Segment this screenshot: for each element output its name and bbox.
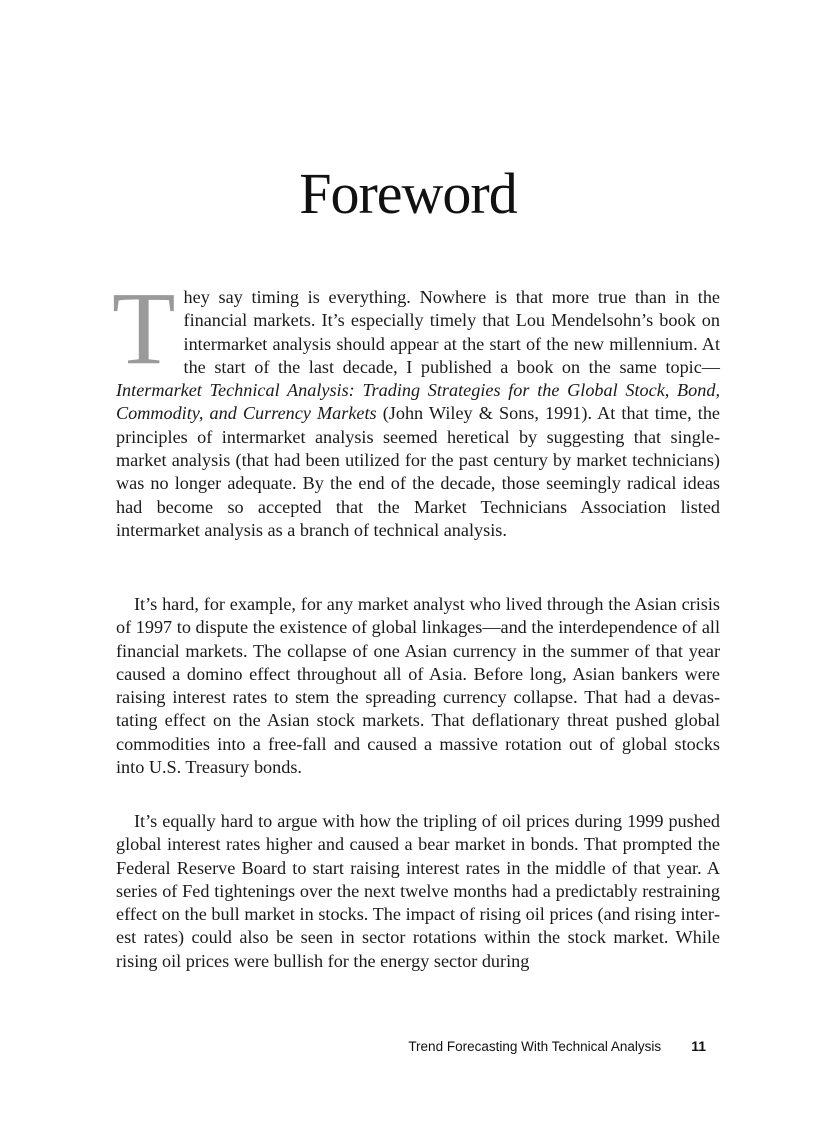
paragraph-1-text-a: hey say timing is everything. Nowhere is that more true than in the financial markets. It’s especially timely that Lou Mendelsohn’s book on intermarket analysis should appear at the start of the new millennium. At the start of the last decade, I published a book on the same topic— [183,287,720,377]
chapter-title: Foreword [299,161,517,226]
paragraph-3: It’s equally hard to argue with how the tripling of oil prices during 1999 pushed global interest rates higher and caused a bear market in bonds. That prompted the Federal Reserve Board to start raising interest rates in the middle of that year. A series of Fed tightenings over the next twelve months had a predictably restraining effect on the bull market in stocks. The impact of rising oil prices (and rising interest rates) could also be seen in sector rotations within the stock market. While rising oil prices were bullish for the energy sector during [116,811,720,971]
paragraph-1 [112,271,720,542]
book-title-italic: Intermarket Technical Analysis: Trading Strategies for the Global Stock, Bond, Commodity, and Currency Markets [116,380,720,424]
paragraph-2: It’s hard, for example, for any market analyst who lived through the Asian crisis of 1997 to dispute the existence of global linkages—and the interdependence of all financial markets. The collapse of one Asian currency in the summer of that year caused a domino effect throughout all of Asia. Before long, Asian bankers were raising interest rates to stem the spreading currency collapse. That had a devastating effect on the Asian stock markets. That deflationary threat pushed global commodities into a free-fall and caused a massive rotation out of global stocks into U.S. Treasury bonds. [116,594,720,778]
page-footer [408,1038,706,1054]
running-footer-title: Trend Forecasting With Technical Analysis [408,1039,662,1054]
paragraph-1-text-b: (John Wiley & Sons, 1991). At that time, the principles of intermarket analysis seemed heretical by suggesting that single-market analysis (that had been utilized for the past century by market technicians) was no longer adequate. By the end of the decade, those seemingly radical ideas had become so accepted that the Market Technicians Association listed intermarket analysis as a branch of technical analysis. [116,403,720,540]
page-number: 11 [691,1038,706,1054]
drop-cap: T [112,271,176,386]
